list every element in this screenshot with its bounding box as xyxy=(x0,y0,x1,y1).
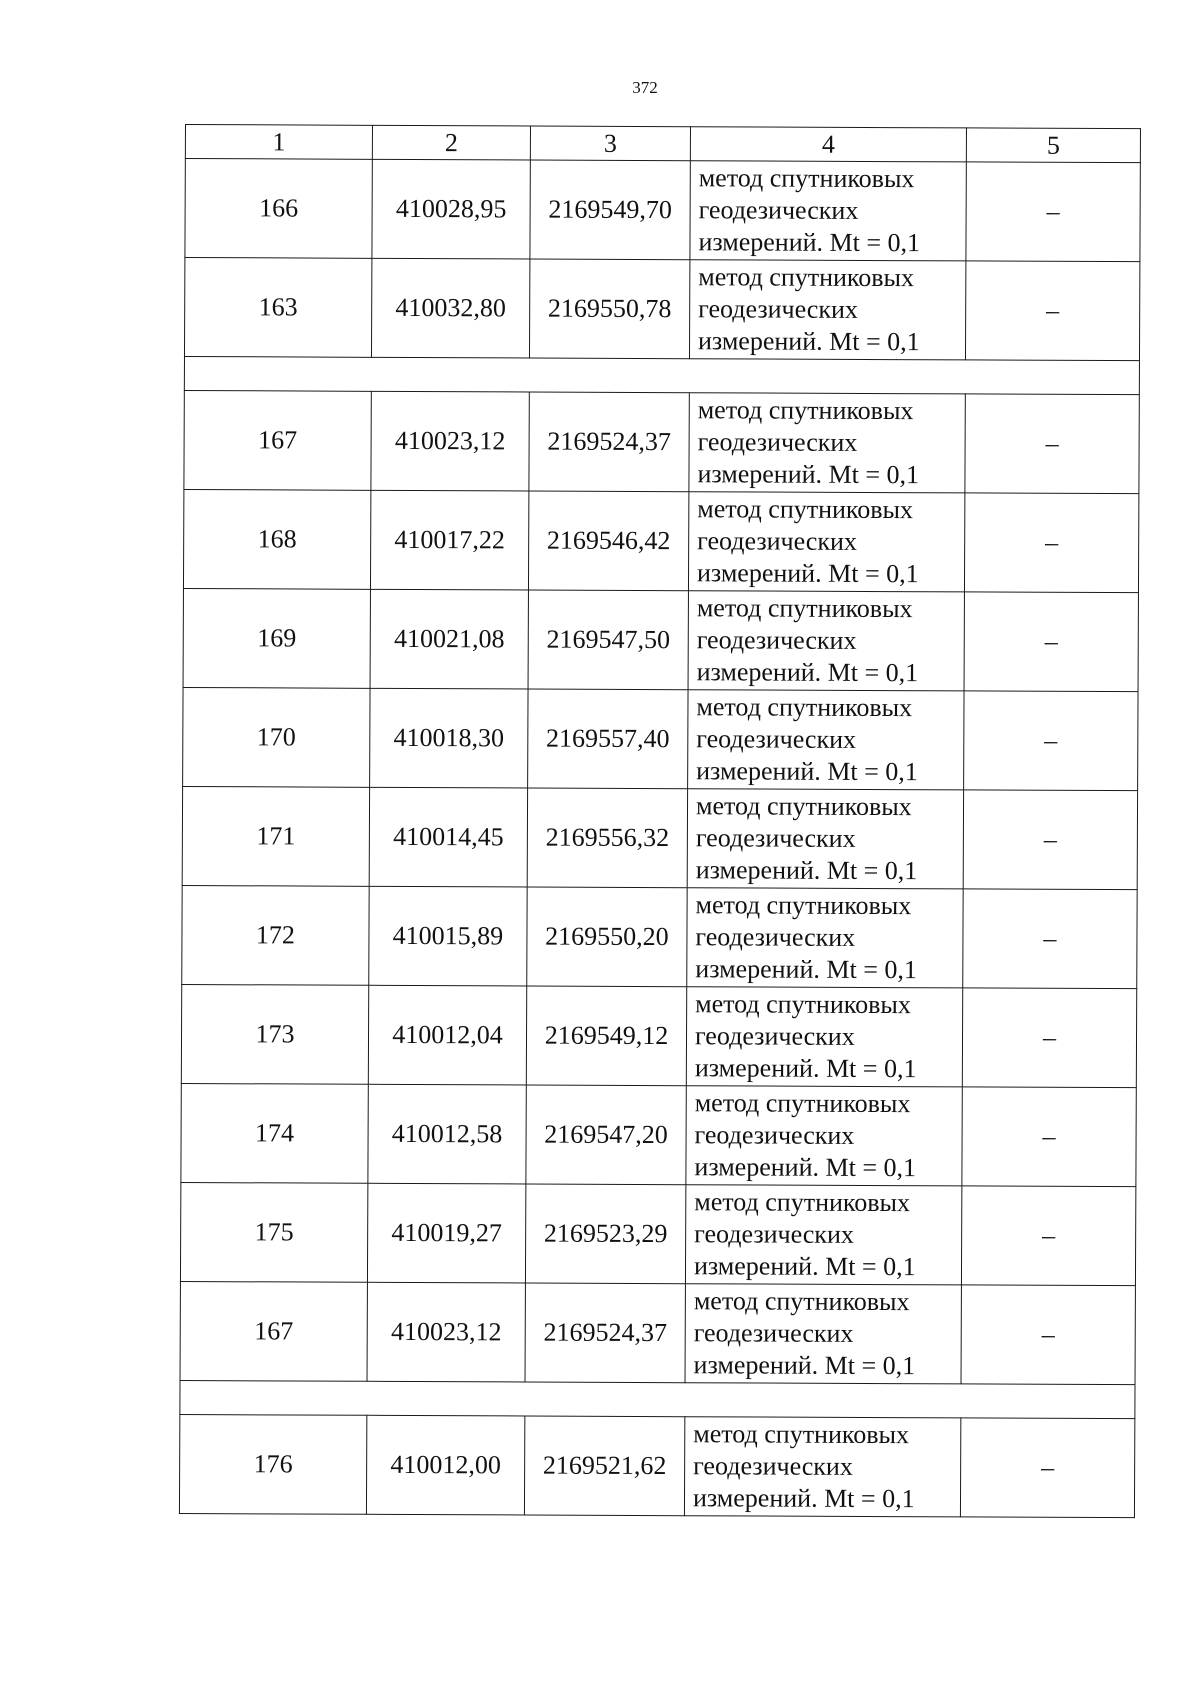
x-coordinate-cell: 410028,95 xyxy=(372,159,530,259)
method-line: геодезических xyxy=(694,1021,855,1051)
method-line: метод спутниковых xyxy=(695,890,912,921)
x-coordinate-cell: 410012,00 xyxy=(366,1415,524,1515)
method-cell xyxy=(686,1086,962,1186)
method-line: измерений. Mt = 0,1 xyxy=(697,326,920,357)
point-number-cell: 167 xyxy=(180,1281,367,1381)
x-coordinate-cell: 410014,45 xyxy=(369,787,527,887)
method-line: измерений. Mt = 0,1 xyxy=(694,1053,917,1084)
method-line: геодезических xyxy=(696,724,857,754)
method-line: измерений. Mt = 0,1 xyxy=(696,657,919,688)
method-line: метод спутниковых xyxy=(693,1286,910,1317)
table-body xyxy=(179,125,1140,1518)
y-coordinate-cell: 2169556,32 xyxy=(527,788,687,888)
method-line: геодезических xyxy=(694,1219,854,1249)
header-cell-col2: 2 xyxy=(372,125,530,160)
table-row xyxy=(182,786,1137,889)
point-number-cell: 166 xyxy=(185,159,372,259)
table-separator-row xyxy=(184,356,1139,394)
method-line: геодезических xyxy=(694,1120,855,1150)
method-line: измерений. Mt = 0,1 xyxy=(692,1483,915,1514)
method-cell xyxy=(687,789,963,889)
method-line: измерений. Mt = 0,1 xyxy=(696,558,919,589)
note-cell: – xyxy=(963,790,1137,890)
y-coordinate-cell: 2169524,37 xyxy=(525,1283,685,1383)
table-row xyxy=(182,885,1137,988)
method-line: геодезических xyxy=(693,1318,854,1348)
note-cell: – xyxy=(962,1087,1136,1187)
point-number-cell: 167 xyxy=(184,390,371,490)
method-line: геодезических xyxy=(695,823,856,853)
x-coordinate-cell: 410023,12 xyxy=(367,1282,525,1382)
method-cell xyxy=(684,1417,960,1517)
table-row xyxy=(180,1281,1135,1384)
x-coordinate-cell: 410032,80 xyxy=(371,258,529,358)
method-line: геодезических xyxy=(697,427,858,457)
table-separator-row xyxy=(180,1380,1135,1418)
table-row xyxy=(184,258,1139,361)
point-number-cell: 170 xyxy=(183,687,370,787)
table-row xyxy=(181,984,1136,1087)
method-cell xyxy=(687,888,963,988)
x-coordinate-cell: 410017,22 xyxy=(370,490,528,590)
y-coordinate-cell: 2169524,37 xyxy=(529,392,689,492)
method-cell xyxy=(689,260,965,360)
method-line: измерений. Mt = 0,1 xyxy=(696,756,918,787)
method-line: метод спутниковых xyxy=(698,262,915,293)
table-row xyxy=(180,1182,1135,1285)
note-cell: – xyxy=(961,1186,1135,1286)
method-line: метод спутниковых xyxy=(695,791,912,822)
x-coordinate-cell: 410019,27 xyxy=(367,1183,525,1283)
note-cell: – xyxy=(966,162,1140,262)
method-cell xyxy=(685,1284,961,1384)
method-cell xyxy=(688,690,964,790)
method-line: метод спутниковых xyxy=(698,163,915,194)
method-line: измерений. Mt = 0,1 xyxy=(695,954,917,985)
note-cell: – xyxy=(961,1285,1135,1385)
method-line: геодезических xyxy=(698,195,859,225)
header-cell-col1: 1 xyxy=(185,125,372,160)
y-coordinate-cell: 2169547,20 xyxy=(526,1085,686,1185)
y-coordinate-cell: 2169557,40 xyxy=(528,689,688,789)
y-coordinate-cell: 2169523,29 xyxy=(525,1184,685,1284)
method-line: метод спутниковых xyxy=(697,395,914,426)
table-row xyxy=(183,687,1138,790)
method-line: измерений. Mt = 0,1 xyxy=(697,459,920,490)
point-number-cell: 173 xyxy=(181,984,368,1084)
x-coordinate-cell: 410012,04 xyxy=(368,985,526,1085)
point-number-cell: 169 xyxy=(183,588,370,688)
x-coordinate-cell: 410015,89 xyxy=(369,886,527,986)
method-line: метод спутниковых xyxy=(693,1419,910,1450)
point-number-cell: 176 xyxy=(179,1414,366,1514)
x-coordinate-cell: 410023,12 xyxy=(371,391,529,491)
table-row xyxy=(184,390,1139,493)
x-coordinate-cell: 410021,08 xyxy=(370,589,528,689)
method-cell xyxy=(685,1185,961,1285)
header-cell-col4: 4 xyxy=(690,127,966,162)
point-number-cell: 172 xyxy=(182,885,369,985)
table-row xyxy=(181,1083,1136,1186)
y-coordinate-cell: 2169546,42 xyxy=(528,491,688,591)
method-line: геодезических xyxy=(695,922,856,952)
method-line: метод спутниковых xyxy=(694,1088,911,1119)
table-row xyxy=(185,159,1140,262)
point-number-cell: 174 xyxy=(181,1083,368,1183)
method-line: геодезических xyxy=(697,526,857,556)
method-cell xyxy=(690,161,966,261)
coordinates-table xyxy=(179,124,1141,1518)
method-line: измерений. Mt = 0,1 xyxy=(693,1350,916,1381)
method-line: геодезических xyxy=(693,1451,853,1481)
point-number-cell: 171 xyxy=(182,786,369,886)
y-coordinate-cell: 2169521,62 xyxy=(524,1416,684,1516)
method-line: измерений. Mt = 0,1 xyxy=(695,855,918,886)
table-row xyxy=(183,588,1138,691)
y-coordinate-cell: 2169550,20 xyxy=(527,887,687,987)
method-line: геодезических xyxy=(696,625,857,655)
note-cell: – xyxy=(964,493,1138,593)
method-line: геодезических xyxy=(698,294,858,324)
method-cell xyxy=(688,591,964,691)
header-cell-col3: 3 xyxy=(530,126,690,161)
note-cell: – xyxy=(960,1418,1134,1518)
method-line: метод спутниковых xyxy=(697,494,914,525)
method-line: метод спутниковых xyxy=(695,989,911,1020)
note-cell: – xyxy=(964,592,1138,692)
note-cell: – xyxy=(964,691,1138,791)
point-number-cell: 175 xyxy=(180,1182,367,1282)
y-coordinate-cell: 2169549,70 xyxy=(530,160,690,260)
method-line: метод спутниковых xyxy=(694,1187,911,1218)
note-cell: – xyxy=(965,394,1139,494)
table-row xyxy=(183,489,1138,592)
point-number-cell: 168 xyxy=(183,489,370,589)
separator-cell xyxy=(180,1380,1135,1418)
point-number-cell: 163 xyxy=(184,258,371,358)
header-cell-col5: 5 xyxy=(966,128,1140,163)
note-cell: – xyxy=(965,261,1139,361)
y-coordinate-cell: 2169549,12 xyxy=(526,986,686,1086)
method-cell xyxy=(689,393,965,493)
method-cell xyxy=(686,987,962,1087)
method-line: метод спутниковых xyxy=(696,593,913,624)
note-cell: – xyxy=(962,988,1136,1088)
method-line: измерений. Mt = 0,1 xyxy=(698,227,921,258)
table-header-row xyxy=(185,125,1140,163)
note-cell: – xyxy=(963,889,1137,989)
page-number: 372 xyxy=(632,78,658,97)
method-line: метод спутниковых xyxy=(696,692,913,723)
x-coordinate-cell: 410018,30 xyxy=(370,688,528,788)
y-coordinate-cell: 2169547,50 xyxy=(528,590,688,690)
x-coordinate-cell: 410012,58 xyxy=(368,1084,526,1184)
separator-cell xyxy=(184,356,1139,394)
method-line: измерений. Mt = 0,1 xyxy=(694,1152,917,1183)
method-cell xyxy=(688,492,964,592)
method-line: измерений. Mt = 0,1 xyxy=(693,1251,916,1282)
table-row xyxy=(179,1414,1134,1517)
y-coordinate-cell: 2169550,78 xyxy=(529,259,689,359)
